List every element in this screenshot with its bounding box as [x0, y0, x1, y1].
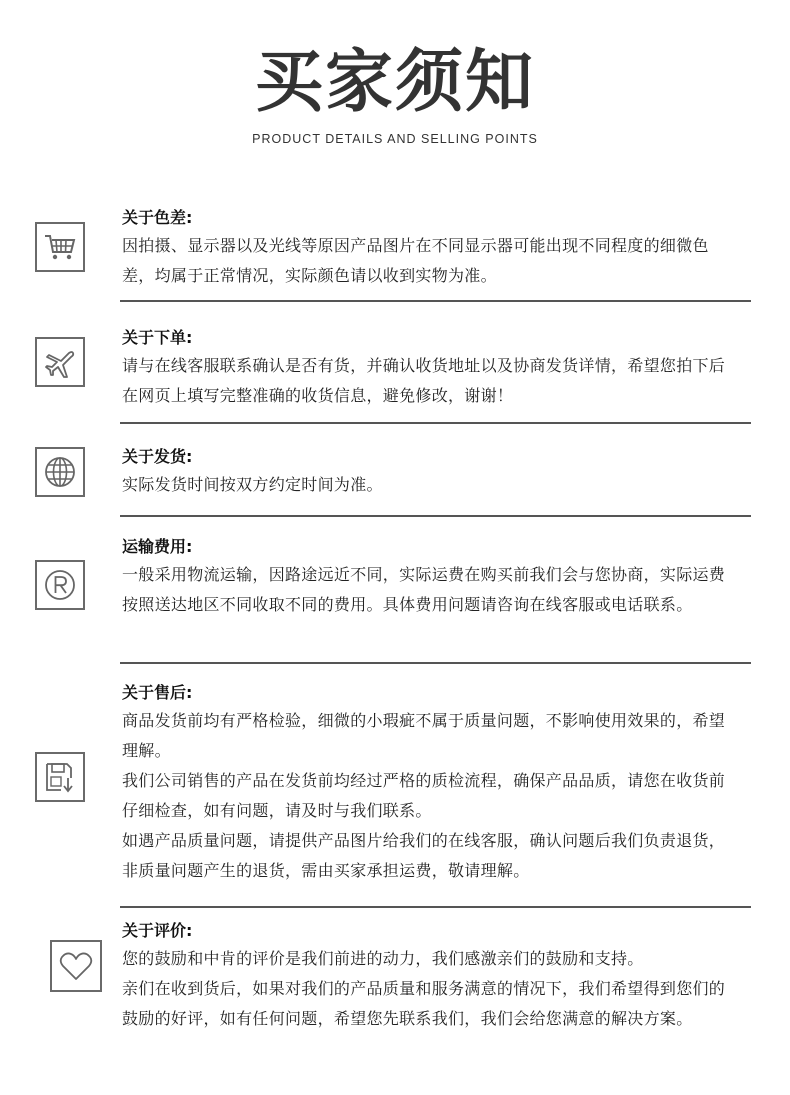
section-heading: 关于售后:	[122, 683, 193, 702]
heart-icon	[50, 940, 102, 992]
section-paragraph: 因拍摄、显示器以及光线等原因产品图片在不同显示器可能出现不同程度的细微色差，均属于正常情况，实际颜色请以收到实物为准。	[122, 236, 709, 285]
page-subtitle: PRODUCT DETAILS AND SELLING POINTS	[252, 132, 538, 146]
section-paragraph: 商品发货前均有严格检验，细微的小瑕疵不属于质量问题，不影响使用效果的，希望理解。	[122, 711, 726, 760]
registered-icon	[35, 560, 85, 610]
section-heading: 关于评价:	[122, 921, 193, 940]
section-divider	[120, 906, 751, 908]
page-title: 买家须知	[254, 43, 535, 122]
section-heading: 关于色差:	[122, 208, 193, 227]
section-paragraph: 一般采用物流运输，因路途远近不同，实际运费在购买前我们会与您协商，实际运费按照送达地区不同收取不同的费用。具体费用问题请咨询在线客服或电话联系。	[122, 565, 726, 614]
section-heading: 关于发货:	[122, 447, 193, 466]
section-paragraph: 请与在线客服联系确认是否有货，并确认收货地址以及协商发货详情，希望您拍下后在网页上填写完整准确的收货信息，避免修改，谢谢！	[122, 356, 726, 405]
airplane-icon	[35, 337, 85, 387]
globe-icon	[35, 447, 85, 497]
section-divider	[120, 662, 751, 664]
section-divider	[120, 515, 751, 517]
section-paragraph: 亲们在收到货后，如果对我们的产品质量和服务满意的情况下，我们希望得到您们的鼓励的好评，如有任何问题，希望您先联系我们，我们会给您满意的解决方案。	[122, 979, 726, 1028]
section-divider	[120, 422, 751, 424]
shopping-cart-icon	[35, 222, 85, 272]
section-heading: 关于下单:	[122, 328, 193, 347]
save-download-icon	[35, 752, 85, 802]
section-paragraph: 您的鼓励和中肯的评价是我们前进的动力，我们感激亲们的鼓励和支持。	[122, 949, 644, 968]
section-paragraph: 如遇产品质量问题，请提供产品图片给我们的在线客服，确认问题后我们负责退货，非质量问题产生的退货，需由买家承担运费，敬请理解。	[122, 831, 726, 880]
section-paragraph: 我们公司销售的产品在发货前均经过严格的质检流程，确保产品品质，请您在收货前仔细检查，如有问题，请及时与我们联系。	[122, 771, 726, 820]
section-divider	[120, 300, 751, 302]
section-paragraph: 实际发货时间按双方约定时间为准。	[122, 475, 383, 494]
section-heading: 运输费用:	[122, 537, 193, 556]
page-header	[0, 38, 790, 146]
